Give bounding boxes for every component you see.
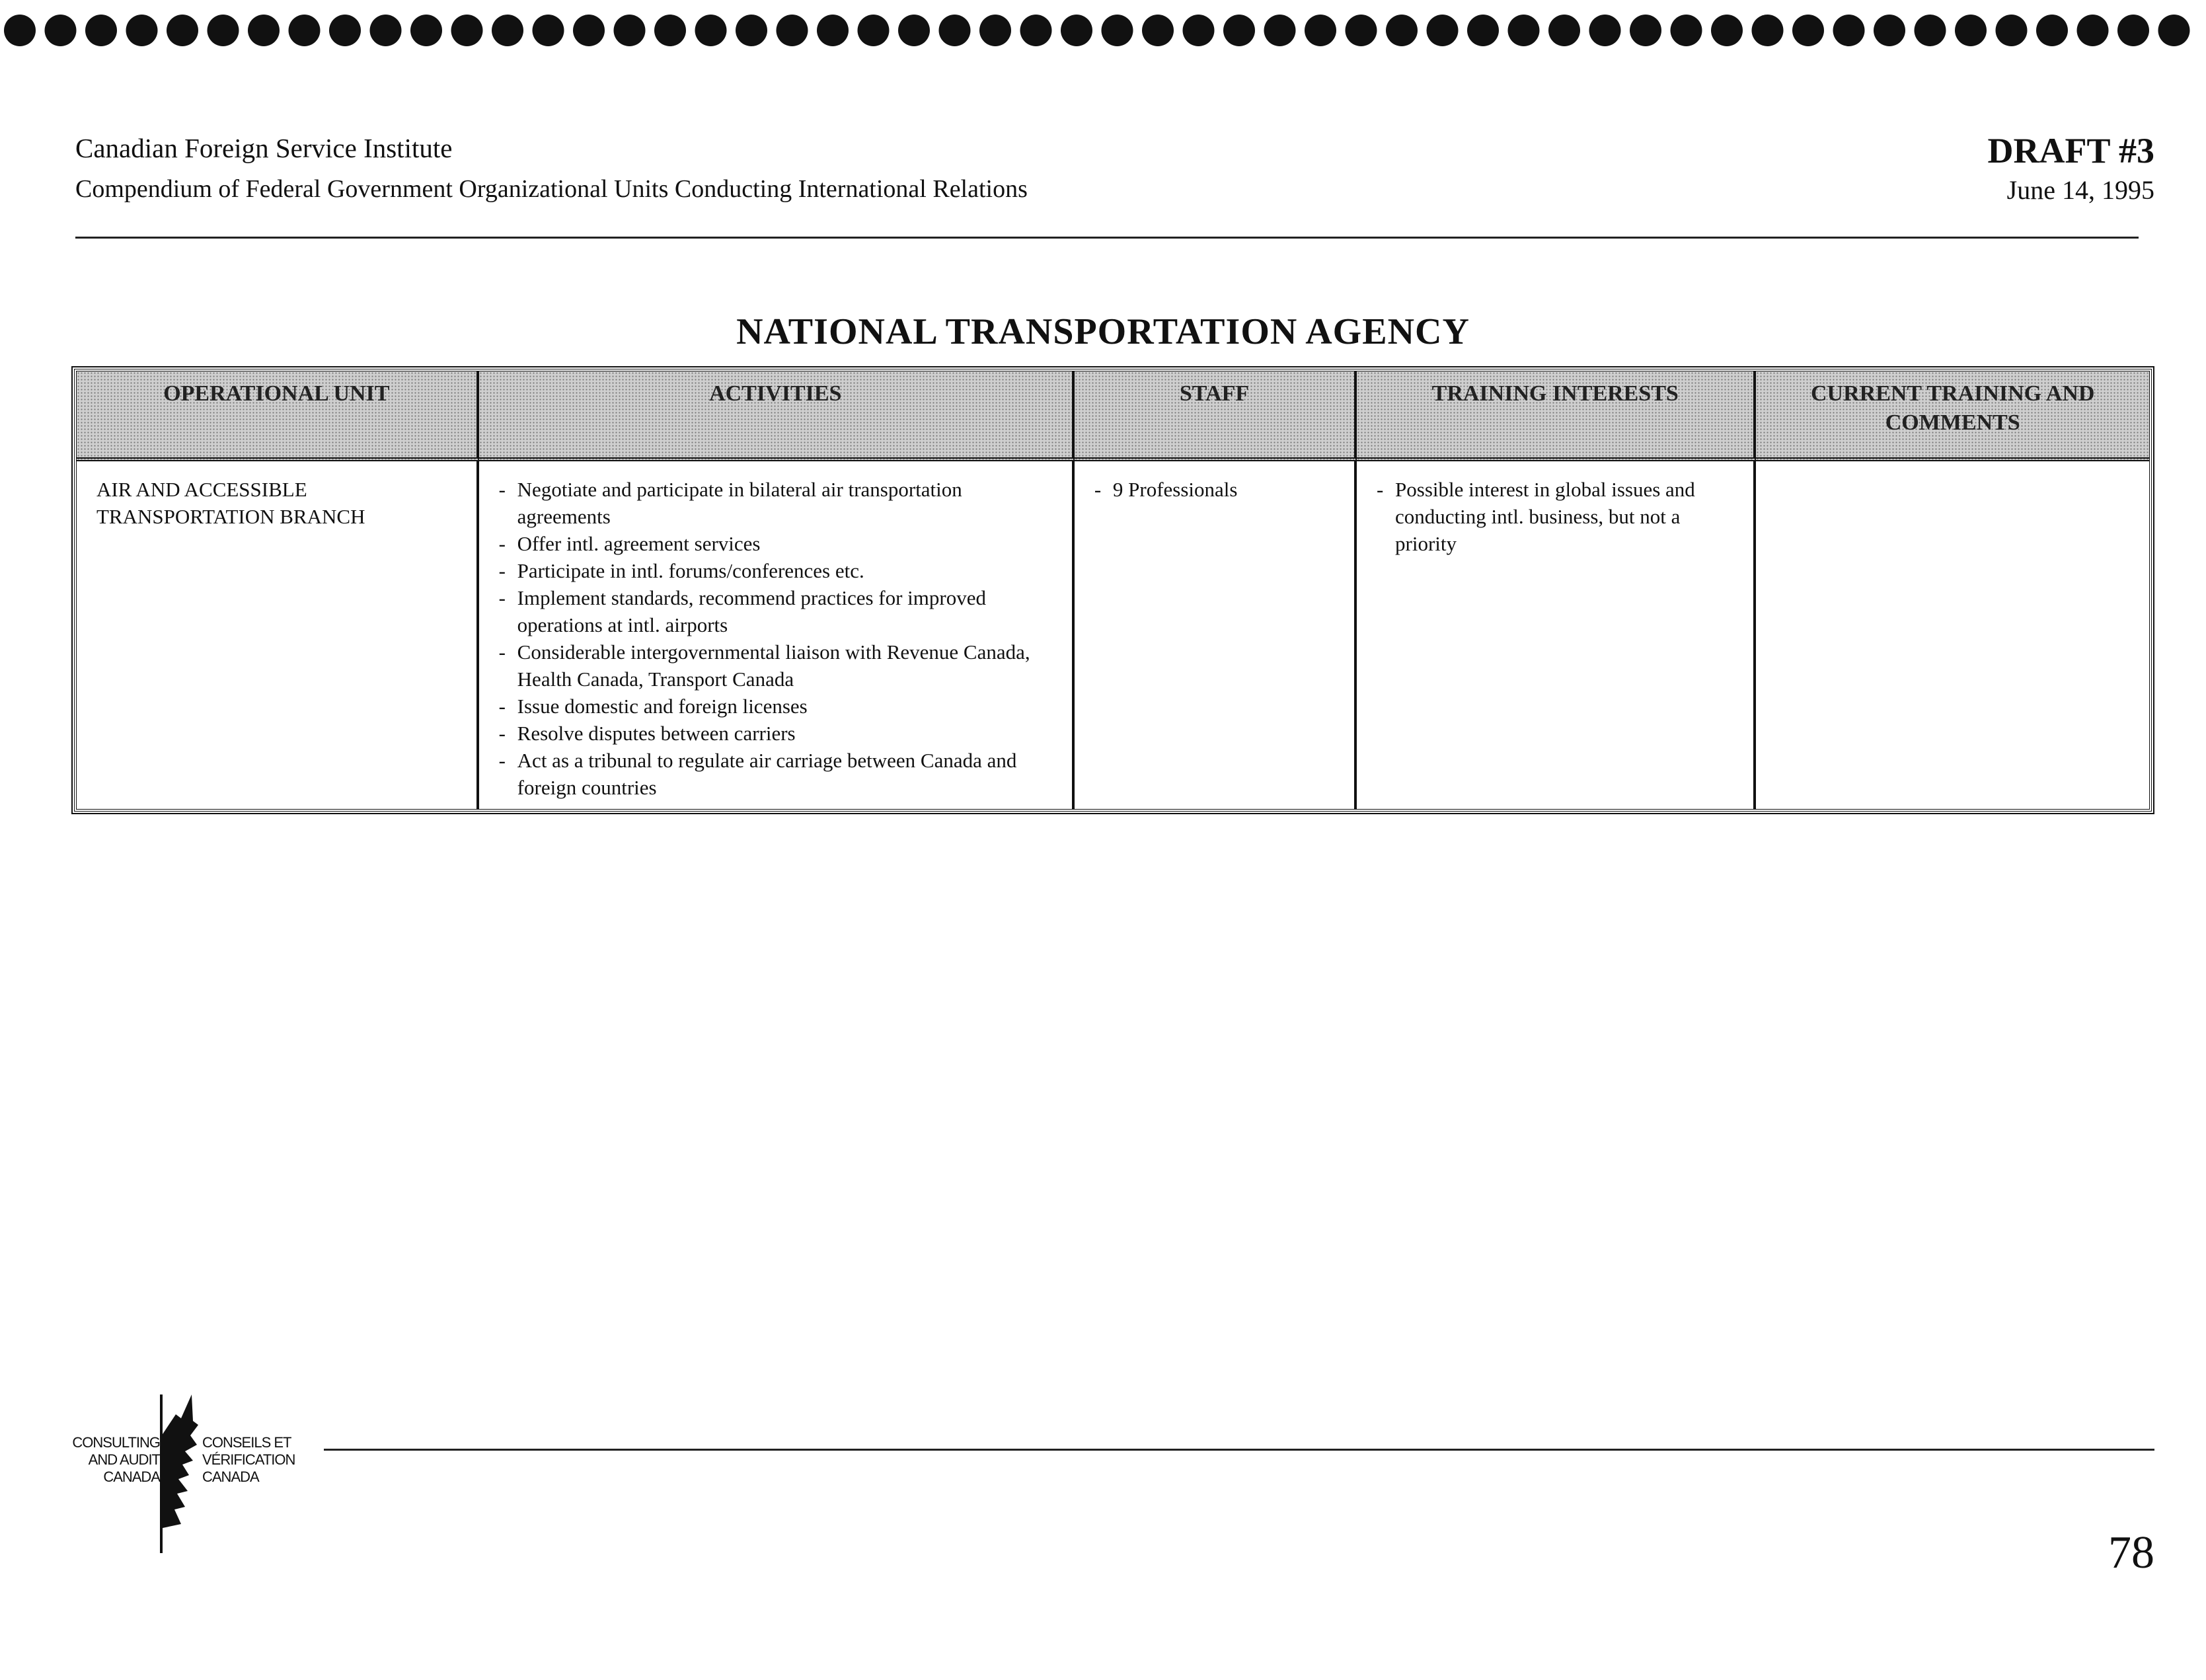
logo-text-english: CONSULTING AND AUDIT CANADA	[72, 1434, 160, 1485]
binding-hole-icon	[329, 15, 361, 46]
binding-hole-icon	[1833, 15, 1865, 46]
column-header-operational-unit: OPERATIONAL UNIT	[77, 371, 479, 461]
binding-hole-icon	[817, 15, 849, 46]
binding-hole-icon	[1102, 15, 1133, 46]
list-item: - Act as a tribunal to regulate air carriage between Canada and foreign countries	[499, 747, 1059, 801]
binding-hole-icon	[2117, 15, 2149, 46]
binding-hole-icon	[1427, 15, 1459, 46]
binding-hole-icon	[1020, 15, 1052, 46]
binding-hole-icon	[1142, 15, 1174, 46]
binding-hole-icon	[1915, 15, 1946, 46]
list-item: - Possible interest in global issues and conducting intl. business, but not a priority	[1377, 476, 1740, 557]
header-divider	[75, 237, 2139, 239]
staff-list	[1094, 476, 1341, 503]
staff-cell	[1075, 461, 1357, 809]
binding-hole-icon	[736, 15, 767, 46]
binding-hole-icon	[451, 15, 483, 46]
binding-hole-icon	[1671, 15, 1702, 46]
binding-hole-icon	[533, 15, 564, 46]
list-item: - Offer intl. agreement services	[499, 530, 1059, 557]
column-header-activities: ACTIVITIES	[479, 371, 1075, 461]
binding-hole-icon	[1223, 15, 1255, 46]
document-header	[75, 130, 1028, 208]
binding-hole-icon	[1996, 15, 2028, 46]
binding-hole-icon	[1061, 15, 1092, 46]
binding-hole-icon	[2077, 15, 2109, 46]
binding-hole-icon	[654, 15, 686, 46]
institute-name: Canadian Foreign Service Institute	[75, 133, 453, 163]
activities-cell	[479, 461, 1075, 809]
compendium-title: Compendium of Federal Government Organizational Units Conducting International Relations	[75, 175, 1028, 203]
binding-hole-icon	[1508, 15, 1540, 46]
list-item: - Issue domestic and foreign licenses	[499, 693, 1059, 720]
agency-title: NATIONAL TRANSPORTATION AGENCY	[736, 311, 1470, 352]
list-item: - Considerable intergovernmental liaison with Revenue Canada, Health Canada, Transport Canada	[499, 638, 1059, 693]
binding-hole-icon	[1386, 15, 1418, 46]
table-header-row	[77, 371, 2149, 461]
binding-hole-icon	[979, 15, 1011, 46]
binding-hole-icon	[1183, 15, 1215, 46]
binding-hole-icon	[289, 15, 321, 46]
list-item: - 9 Professionals	[1094, 476, 1341, 503]
column-header-training-interests: TRAINING INTERESTS	[1357, 371, 1756, 461]
binding-hole-icon	[1305, 15, 1336, 46]
activities-list	[499, 476, 1059, 801]
draft-label: DRAFT #3	[1987, 131, 2154, 171]
binding-hole-icon	[45, 15, 77, 46]
binding-hole-icon	[2158, 15, 2190, 46]
binding-hole-icon	[898, 15, 930, 46]
binding-hole-icon	[410, 15, 442, 46]
table-row	[77, 461, 2149, 809]
binding-hole-icon	[208, 15, 239, 46]
list-item: - Participate in intl. forums/conferences etc.	[499, 557, 1059, 584]
binding-hole-icon	[1711, 15, 1743, 46]
column-header-staff: STAFF	[1075, 371, 1357, 461]
binding-hole-icon	[1874, 15, 1905, 46]
binding-hole-icon	[1752, 15, 1784, 46]
binding-hole-icon	[1955, 15, 1987, 46]
list-item: - Implement standards, recommend practices for improved operations at intl. airports	[499, 584, 1059, 638]
binding-hole-icon	[1792, 15, 1824, 46]
current-training-cell	[1756, 461, 2149, 809]
binding-hole-icon	[1467, 15, 1499, 46]
binding-hole-icon	[248, 15, 280, 46]
training-interests-list	[1377, 476, 1740, 557]
binding-hole-icon	[1630, 15, 1661, 46]
consulting-audit-canada-logo	[72, 1388, 299, 1553]
binding-hole-icon	[85, 15, 117, 46]
column-header-current-training: CURRENT TRAINING AND COMMENTS	[1756, 371, 2149, 461]
units-table	[74, 369, 2152, 812]
binding-hole-icon	[1346, 15, 1377, 46]
binding-hole-icon	[370, 15, 402, 46]
binding-hole-icon	[2036, 15, 2068, 46]
logo-text-french: CONSEILS ET VÉRIFICATION CANADA	[202, 1434, 295, 1485]
footer-divider	[324, 1449, 2154, 1451]
binding-holes	[0, 9, 2206, 52]
binding-hole-icon	[126, 15, 158, 46]
page-number: 78	[2108, 1527, 2154, 1578]
draft-date: June 14, 1995	[2006, 175, 2154, 205]
maple-leaf-icon	[159, 1388, 201, 1553]
binding-hole-icon	[777, 15, 808, 46]
draft-info	[1987, 130, 2154, 208]
binding-hole-icon	[1264, 15, 1296, 46]
binding-hole-icon	[4, 15, 36, 46]
training-interests-cell	[1357, 461, 1756, 809]
binding-hole-icon	[939, 15, 971, 46]
binding-hole-icon	[167, 15, 198, 46]
binding-hole-icon	[492, 15, 523, 46]
binding-hole-icon	[614, 15, 646, 46]
list-item: - Negotiate and participate in bilateral air transportation agreements	[499, 476, 1059, 530]
list-item: - Resolve disputes between carriers	[499, 720, 1059, 747]
binding-hole-icon	[858, 15, 890, 46]
operational-unit-cell: AIR AND ACCESSIBLE TRANSPORTATION BRANCH	[77, 461, 479, 809]
binding-hole-icon	[573, 15, 605, 46]
binding-hole-icon	[1589, 15, 1621, 46]
binding-hole-icon	[1548, 15, 1580, 46]
binding-hole-icon	[695, 15, 727, 46]
